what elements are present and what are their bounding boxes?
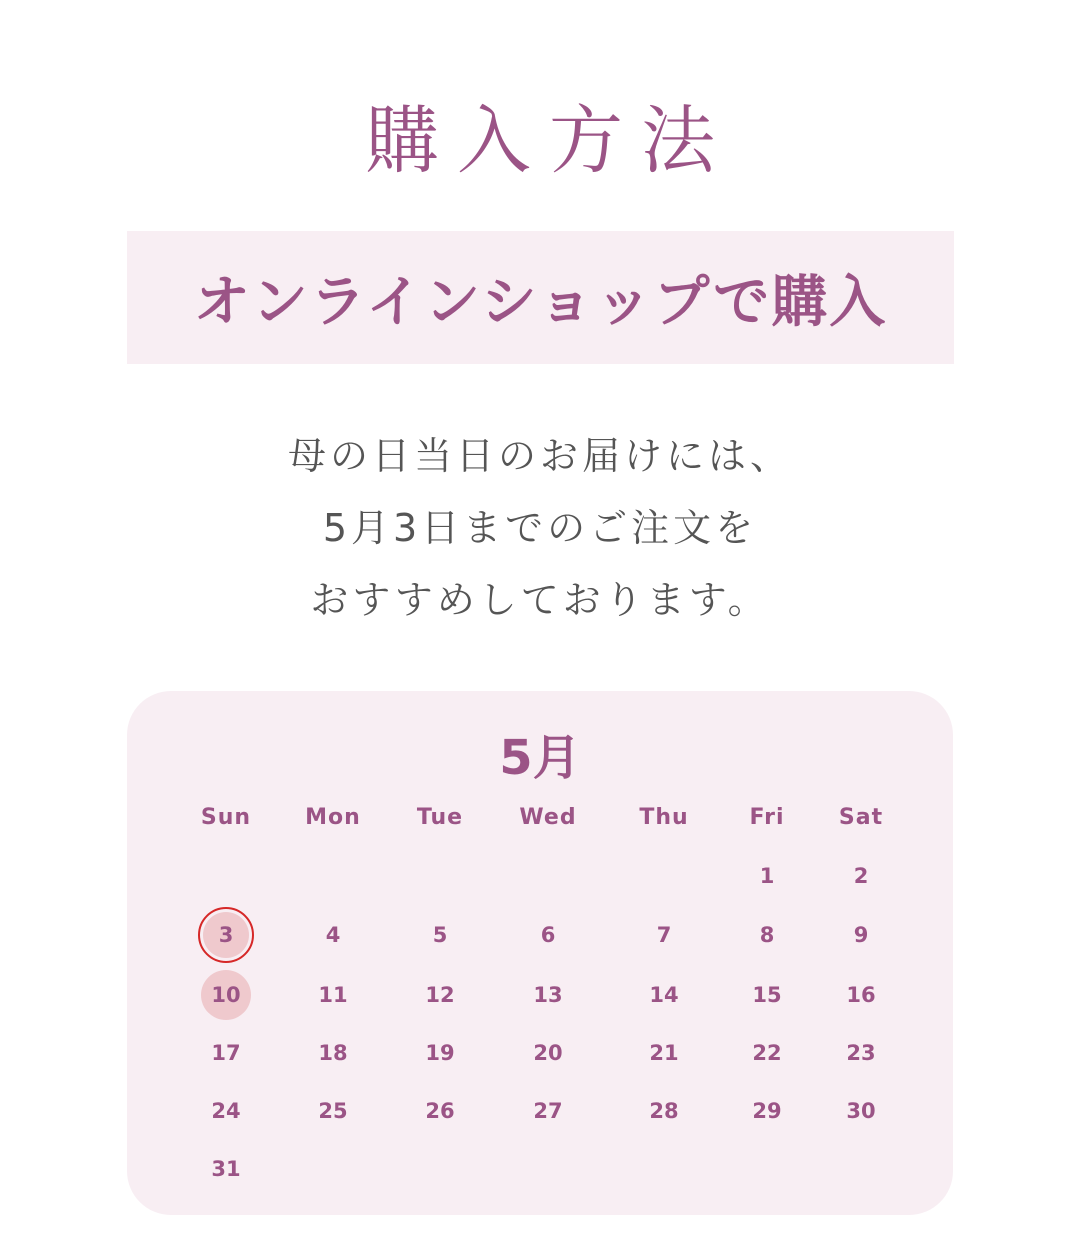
calendar-day-28: 28 — [649, 1099, 679, 1123]
calendar-day-23: 23 — [846, 1041, 876, 1065]
calendar-month: 5月 — [499, 730, 581, 786]
calendar — [127, 691, 953, 1215]
calendar-day-13: 13 — [533, 983, 563, 1007]
calendar-day-17: 17 — [211, 1041, 241, 1065]
calendar-day-20: 20 — [533, 1041, 563, 1065]
calendar-day-19: 19 — [425, 1041, 455, 1065]
weekday-thu: Thu — [639, 804, 689, 830]
calendar-day-29: 29 — [752, 1099, 782, 1123]
calendar-day-12: 12 — [425, 983, 455, 1007]
calendar-day-15: 15 — [752, 983, 782, 1007]
calendar-day-1: 1 — [759, 864, 775, 888]
calendar-day-5: 5 — [432, 923, 448, 947]
calendar-day-18: 18 — [318, 1041, 348, 1065]
calendar-day-30: 30 — [846, 1099, 876, 1123]
calendar-day-26: 26 — [425, 1099, 455, 1123]
weekday-tue: Tue — [416, 804, 464, 830]
weekday-sun: Sun — [200, 804, 252, 830]
notice-line-3: おすすめしております。 — [310, 578, 770, 622]
calendar-day-14: 14 — [649, 983, 679, 1007]
calendar-day-8: 8 — [759, 923, 775, 947]
calendar-day-4: 4 — [325, 923, 341, 947]
calendar-day-2: 2 — [853, 864, 869, 888]
online-shop-banner — [127, 231, 954, 364]
highlighted-day-3: 3 — [198, 907, 254, 963]
calendar-day-25: 25 — [318, 1099, 348, 1123]
highlighted-day-10: 10 — [201, 970, 251, 1020]
calendar-day-22: 22 — [752, 1041, 782, 1065]
delivery-notice — [0, 420, 1080, 636]
calendar-day-24: 24 — [211, 1099, 241, 1123]
calendar-day-21: 21 — [649, 1041, 679, 1065]
calendar-day-9: 9 — [853, 923, 869, 947]
weekday-mon: Mon — [305, 804, 361, 830]
weekday-sat: Sat — [838, 804, 884, 830]
page-title: 購入方法 — [365, 98, 733, 184]
weekday-fri: Fri — [749, 804, 785, 830]
calendar-day-7: 7 — [656, 923, 672, 947]
weekday-wed: Wed — [519, 804, 577, 830]
notice-line-1: 母の日当日のお届けには、 — [287, 434, 792, 478]
notice-line-2: 5月3日までのご注文を — [322, 506, 758, 550]
calendar-day-6: 6 — [540, 923, 556, 947]
calendar-day-27: 27 — [533, 1099, 563, 1123]
banner-label: オンラインショップで購入 — [193, 269, 888, 335]
calendar-day-16: 16 — [846, 983, 876, 1007]
calendar-day-11: 11 — [318, 983, 348, 1007]
calendar-day-31: 31 — [211, 1157, 241, 1181]
